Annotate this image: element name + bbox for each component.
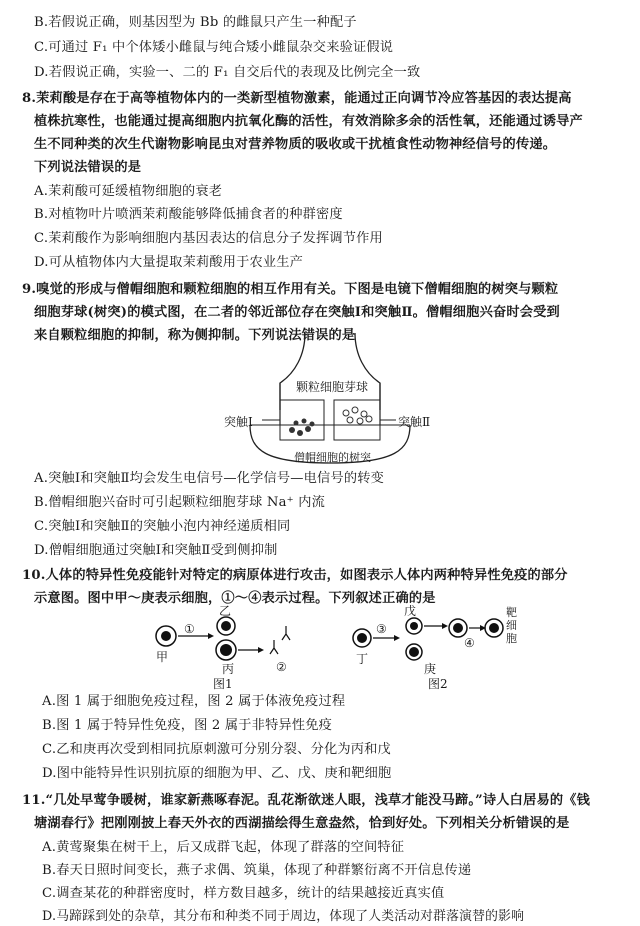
- q11-stem-line2: 塘湖春行》把刚刚披上春天外衣的西湖描绘得生意盎然，恰到好处。下列相关分析错误的是: [34, 816, 570, 831]
- q10-stem-line2: 示意图。图中甲～庚表示细胞，①～④表示过程。下列叙述正确的是: [34, 591, 436, 606]
- synapse-diagram: [210, 325, 440, 465]
- process-4-label: ④: [464, 636, 475, 650]
- q11-option-b: B.春天日照时间变长，燕子求偶、筑巢，体现了种群繁衍离不开信息传递: [42, 863, 472, 878]
- cell-geng-label: 庚: [424, 662, 437, 676]
- q9-stem-line2: 细胞芽球(树突)的模式图，在二者的邻近部位存在突触Ⅰ和突触Ⅱ。僧帽细胞兴奋时会受到: [34, 305, 560, 320]
- cell-jia-label: 甲: [156, 650, 169, 664]
- q11-option-c: C.调查某花的种群密度时，样方数目越多，统计的结果越接近真实值: [42, 886, 445, 901]
- q8-option-d: D.可从植物体内大量提取茉莉酸用于农业生产: [34, 255, 304, 270]
- q9-option-d: D.僧帽细胞通过突触Ⅰ和突触Ⅱ受到侧抑制: [34, 543, 278, 558]
- q7-option-b: B.若假说正确，则基因型为 Bb 的雌鼠只产生一种配子: [34, 15, 357, 30]
- q10-option-b: B.图 1 属于特异性免疫，图 2 属于非特异性免疫: [42, 718, 333, 733]
- target-cell-label: 靶细胞: [506, 606, 517, 645]
- cell-bing-label: 丙: [222, 662, 235, 676]
- synapse-1-label: 突触Ⅰ: [224, 415, 253, 429]
- process-2-label: ②: [276, 660, 287, 674]
- granule-spine-label: 颗粒细胞芽球: [296, 380, 369, 394]
- q10-stem-line1: 10.人体的特异性免疫能针对特定的病原体进行攻击，如图表示人体内两种特异性免疫的部分: [22, 568, 568, 583]
- cell-wu-label: 戊: [404, 604, 417, 618]
- figure-1-caption: 图1: [213, 677, 233, 691]
- synapse-2-label: 突触Ⅱ: [398, 415, 431, 429]
- q8-option-a: A.茉莉酸可延缓植物细胞的衰老: [34, 184, 223, 199]
- q8-stem-line1: 8.茉莉酸是存在于高等植物体内的一类新型植物激素，能通过正向调节冷应答基因的表达提高: [22, 91, 572, 106]
- q11-option-d: D.马蹄踩到处的杂草，其分布和种类不同于周边，体现了人类活动对群落演替的影响: [42, 909, 525, 924]
- q9-stem-line3: 来自颗粒细胞的抑制，称为侧抑制。下列说法错误的是: [34, 328, 356, 343]
- q9-option-b: B.僧帽细胞兴奋时可引起颗粒细胞芽球 Na⁺ 内流: [34, 495, 326, 510]
- process-1-label: ①: [184, 622, 195, 636]
- q8-stem-line3: 生不同种类的次生代谢物影响昆虫对营养物质的吸收或干扰植食性动物神经信号的传递。: [34, 137, 557, 152]
- figure-2-caption: 图2: [428, 677, 448, 691]
- q10-option-d: D.图中能特异性识别抗原的细胞为甲、乙、戊、庚和靶细胞: [42, 766, 392, 781]
- q9-option-a: A.突触Ⅰ和突触Ⅱ均会发生电信号—化学信号—电信号的转变: [34, 471, 384, 486]
- q8-stem-line2: 植株抗寒性，也能通过提高细胞内抗氧化酶的活性，有效消除多余的活性氧，还能通过诱导产: [34, 114, 583, 129]
- q9-stem-line1: 9.嗅觉的形成与僧帽细胞和颗粒细胞的相互作用有关。下图是电镜下僧帽细胞的树突与颗粒: [22, 282, 559, 297]
- mitral-dendrite-label: 僧帽细胞的树突: [294, 451, 371, 464]
- q11-stem-line1: 11.“几处早莺争暖树，谁家新燕啄春泥。乱花渐欲迷人眼，浅草才能没马蹄。”诗人白居易的《钱: [22, 793, 591, 808]
- cell-yi-label: 乙: [219, 604, 232, 618]
- q10-option-c: C.乙和庚再次受到相同抗原刺激可分别分裂、分化为丙和戊: [42, 742, 391, 757]
- q10-option-a: A.图 1 属于细胞免疫过程，图 2 属于体液免疫过程: [42, 694, 346, 709]
- q7-option-d: D.若假说正确，实验一、二的 F₁ 自交后代的表现及比例完全一致: [34, 65, 421, 80]
- q7-option-c: C.可通过 F₁ 中个体矮小雌鼠与纯合矮小雌鼠杂交来验证假说: [34, 40, 394, 55]
- process-3-label: ③: [376, 622, 387, 636]
- q9-option-c: C.突触Ⅰ和突触Ⅱ的突触小泡内神经递质相同: [34, 519, 291, 534]
- q8-option-b: B.对植物叶片喷洒茉莉酸能够降低捕食者的种群密度: [34, 207, 343, 222]
- q8-stem-line4: 下列说法错误的是: [34, 160, 142, 175]
- q11-option-a: A.黄莺聚集在树干上，后又成群飞起，体现了群落的空间特征: [42, 840, 405, 855]
- q8-option-c: C.茉莉酸作为影响细胞内基因表达的信息分子发挥调节作用: [34, 231, 383, 246]
- cell-ding-label: 丁: [356, 652, 369, 666]
